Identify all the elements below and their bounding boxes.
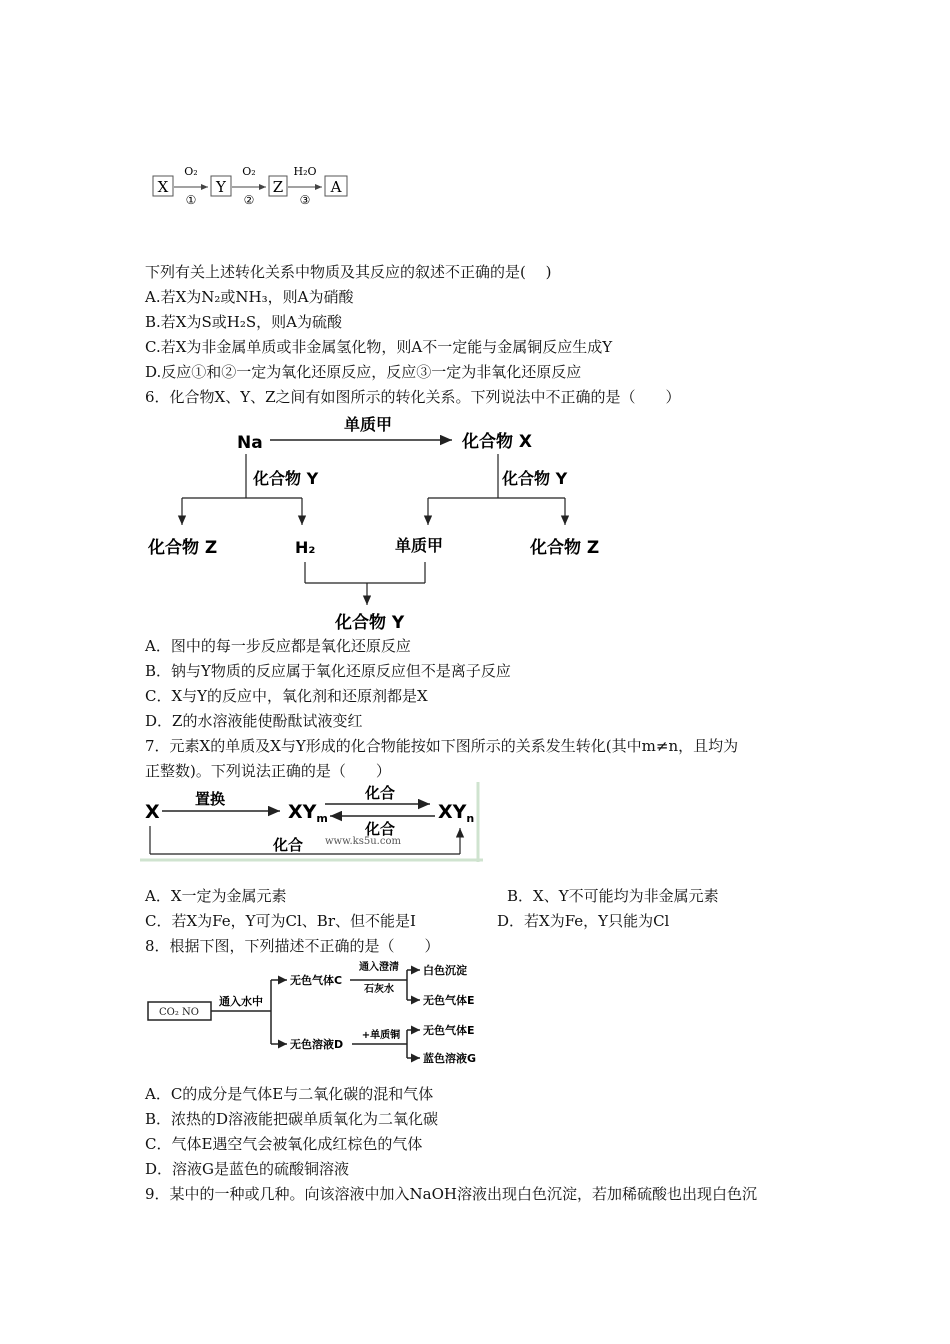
step-1: ① <box>185 193 197 207</box>
q8-option-d: D．溶液G是蓝色的硫酸铜溶液 <box>145 1160 350 1178</box>
q5-option-c: C.若X为非金属单质或非金属氢化物，则A不一定能与金属铜反应生成Y <box>145 338 613 356</box>
left-compound-y-label: 化合物 Y <box>253 469 319 488</box>
combine-top-label: 化合 <box>364 784 396 802</box>
q7-option-a: A．X一定为金属元素 <box>145 887 287 905</box>
q7-option-d: D．若X为Fe，Y只能为Cl <box>497 912 670 930</box>
q5-option-d: D.反应①和②一定为氧化还原反应，反应③一定为非氧化还原反应 <box>145 363 582 381</box>
q6-option-c: C．X与Y的反应中，氧化剂和还原剂都是X <box>145 687 428 705</box>
na-label: Na <box>237 433 263 453</box>
q6-option-d: D．Z的水溶液能使酚酞试液变红 <box>145 712 363 730</box>
right-compound-y-label: 化合物 Y <box>502 469 568 488</box>
q7-stem-line1: 7．元素X的单质及X与Y形成的化合物能按如下图所示的关系发生转化(其中m≠n，且均为 <box>145 737 739 755</box>
h2-label: H₂ <box>295 538 316 557</box>
xym-label: $XY_m$ <box>288 801 328 825</box>
bottom-compound-y-label: 化合物 Y <box>335 613 405 633</box>
gas-e-label-2: 无色气体E <box>423 1024 475 1037</box>
q8-option-b: B．浓热的D溶液能把碳单质氧化为二氧化碳 <box>145 1110 439 1128</box>
step-2: ② <box>243 193 255 207</box>
top-arrow-label: 单质甲 <box>343 415 393 434</box>
simple-substance-label: 单质甲 <box>395 536 444 555</box>
box-z: Z <box>272 178 284 196</box>
q7-option-b: B．X、Y不可能均为非金属元素 <box>507 887 719 905</box>
combine-bottom-label: 化合 <box>272 836 304 854</box>
start-substances: CO₂ NO <box>159 1007 199 1018</box>
reagent-2: O₂ <box>242 165 256 178</box>
q8-option-a: A．C的成分是气体E与二氧化碳的混和气体 <box>145 1085 434 1103</box>
box-x: X <box>157 178 169 196</box>
q7-option-c: C．若X为Fe，Y可为Cl、Br、但不能是I <box>145 912 416 930</box>
gas-c-label: 无色气体C <box>290 974 343 987</box>
solution-d-label: 无色溶液D <box>290 1038 344 1051</box>
blue-solution-g-label: 蓝色溶液G <box>423 1052 477 1065</box>
lime-water-label-2: 石灰水 <box>364 984 394 995</box>
q5-option-a: A.若X为N₂或NH₃，则A为硝酸 <box>145 288 354 306</box>
box-y: Y <box>216 178 226 196</box>
q6-option-a: A．图中的每一步反应都是氧化还原反应 <box>145 637 411 655</box>
q8-diagram <box>145 958 490 1070</box>
q6-option-b: B．钠与Y物质的反应属于氧化还原反应但不是离子反应 <box>145 662 511 680</box>
reagent-3: H₂O <box>293 165 317 178</box>
combine-mid-label: 化合 <box>364 820 396 838</box>
compound-x-label: 化合物 X <box>462 432 533 452</box>
plus-copper-label: +单质铜 <box>361 1030 401 1041</box>
q7-stem-line2: 正整数)。下列说法正确的是（ ） <box>145 762 391 780</box>
q8-stem: 8．根据下图，下列描述不正确的是（ ） <box>145 937 440 955</box>
x-label: X <box>145 801 160 823</box>
q8-option-c: C．气体E遇空气会被氧化成红棕色的气体 <box>145 1135 423 1153</box>
step-3: ③ <box>299 193 311 207</box>
q9-stem: 9．某中的一种或几种。向该溶液中加入NaOH溶液出现白色沉淀，若加稀硫酸也出现白色沉 <box>145 1185 757 1203</box>
watermark: www.ks5u.com <box>325 836 401 847</box>
into-water-label: 通入水中 <box>219 995 263 1008</box>
q7-diagram <box>140 782 485 864</box>
conversion-chain-diagram <box>150 160 360 210</box>
left-compound-z-label: 化合物 Z <box>148 538 218 558</box>
replace-label: 置换 <box>194 790 226 808</box>
gas-e-label-1: 无色气体E <box>423 994 475 1007</box>
white-precipitate-label: 白色沉淀 <box>423 964 467 977</box>
box-a: A <box>330 178 342 196</box>
xyn-label: $XY_n$ <box>438 801 475 825</box>
right-compound-z-label: 化合物 Z <box>530 538 600 558</box>
q6-stem: 6．化合物X、Y、Z之间有如图所示的转化关系。下列说法中不正确的是（ ） <box>145 388 681 406</box>
reagent-1: O₂ <box>184 165 198 178</box>
q5-option-b: B.若X为S或H₂S，则A为硫酸 <box>145 313 342 331</box>
q5-stem: 下列有关上述转化关系中物质及其反应的叙述不正确的是( ) <box>145 263 552 281</box>
q6-diagram <box>140 410 640 635</box>
lime-water-label-1: 通入澄清 <box>359 962 399 973</box>
